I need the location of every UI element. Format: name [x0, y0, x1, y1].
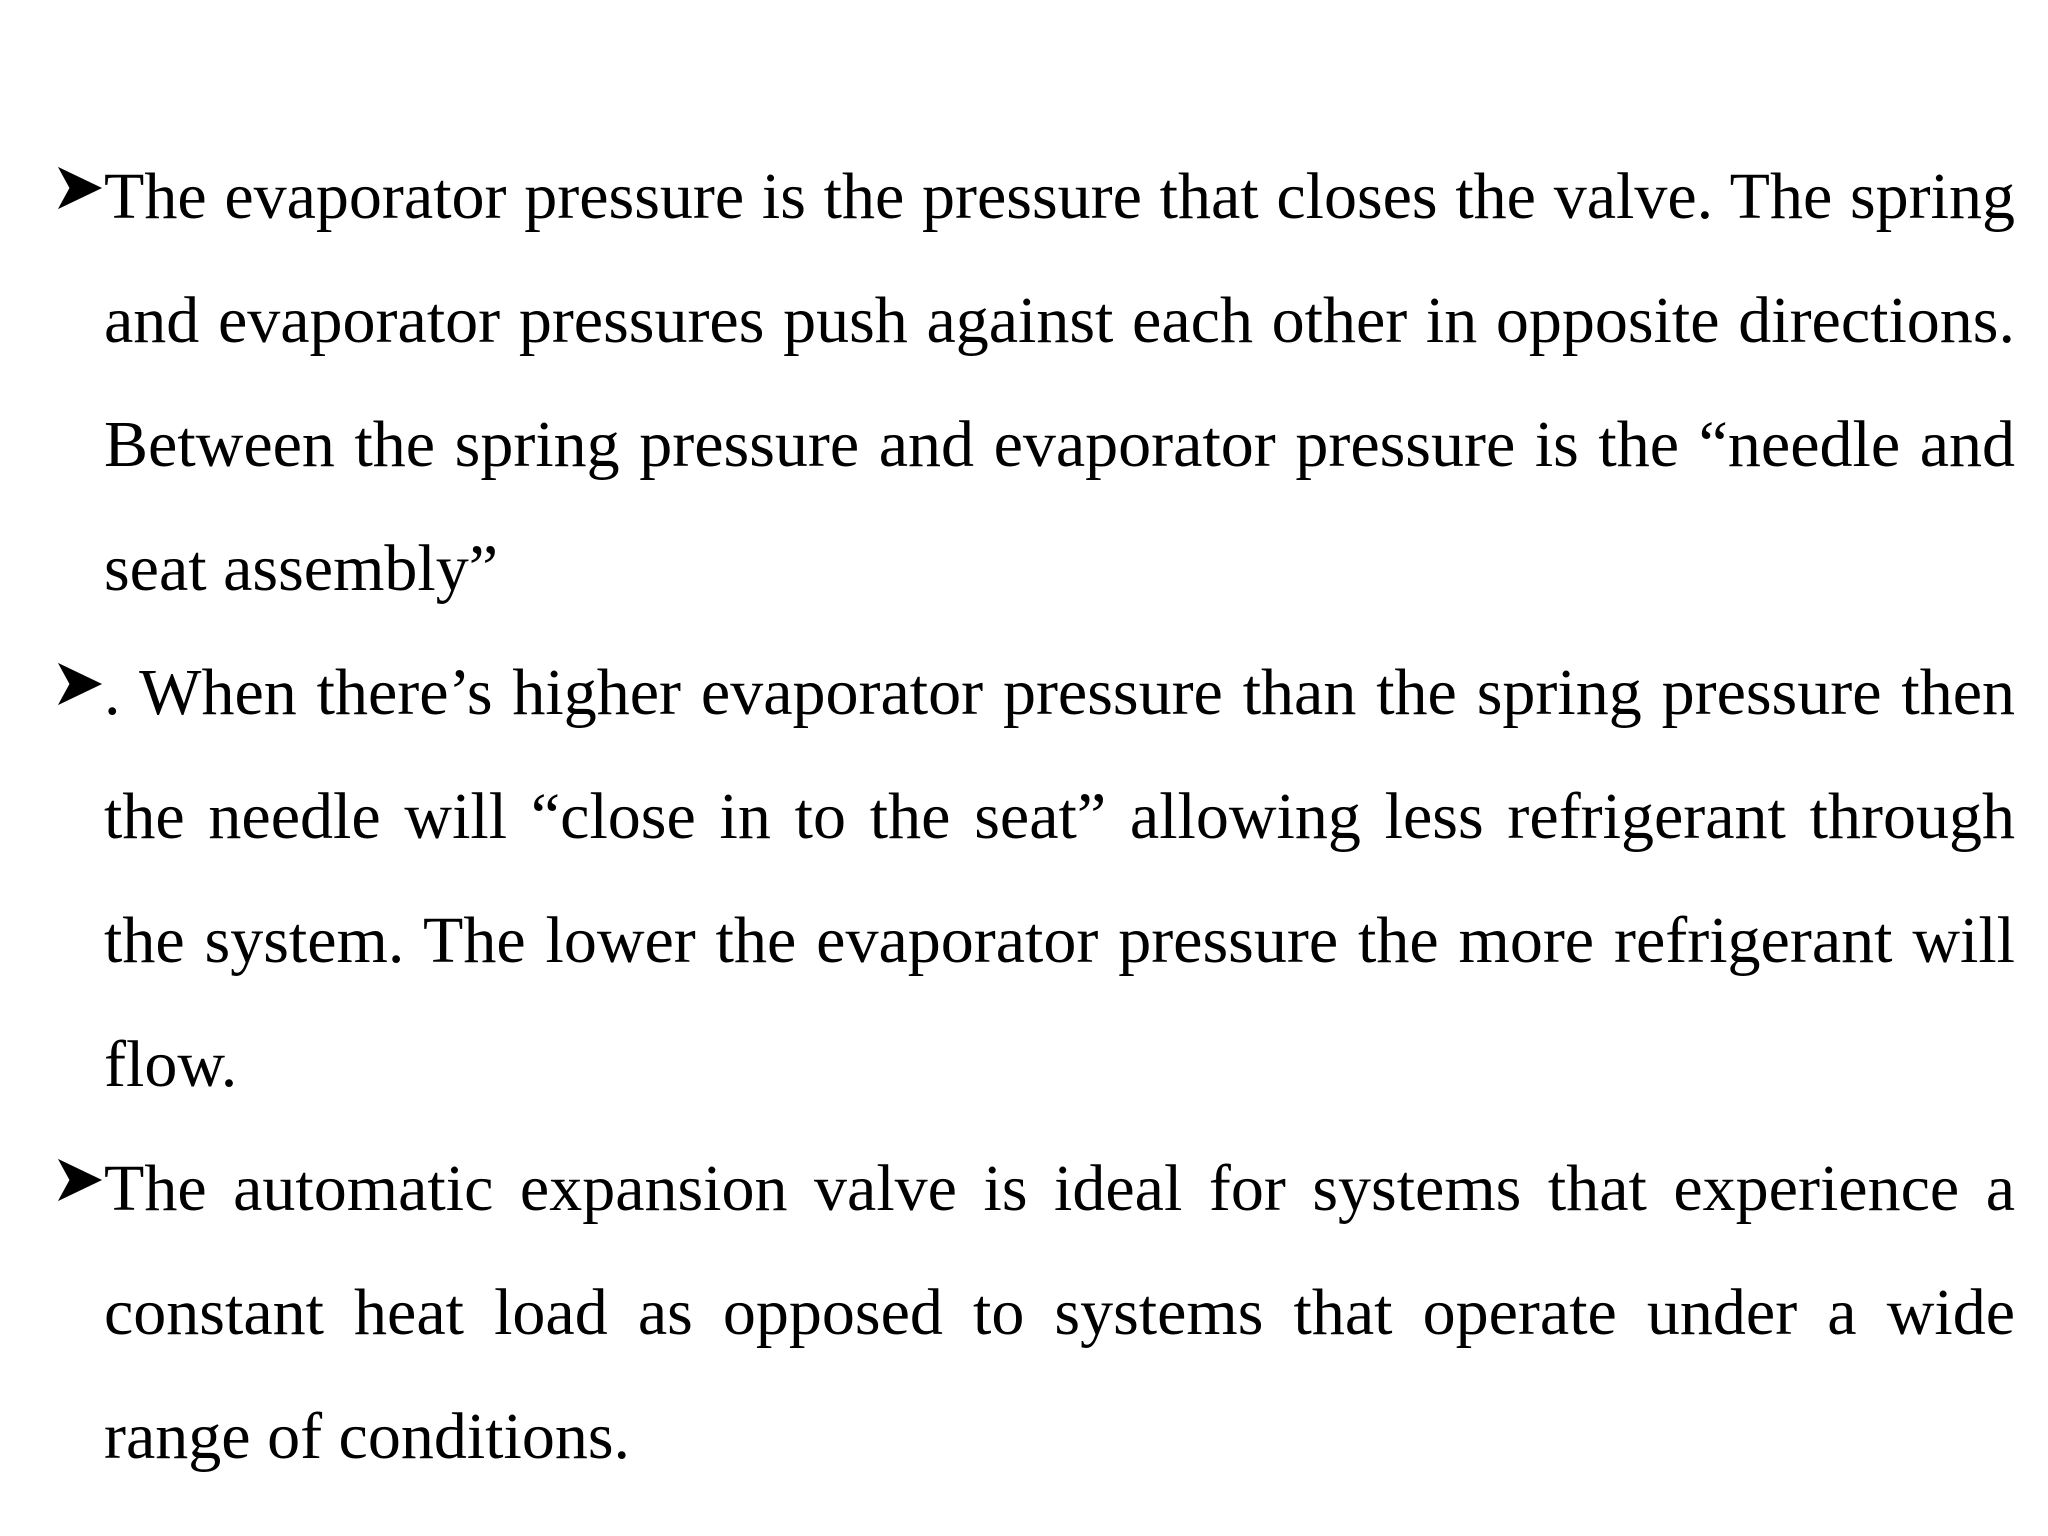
arrowhead-bullet-icon [56, 135, 104, 259]
bullet-list [56, 135, 2015, 1499]
bullet-item-2 [56, 631, 2015, 1127]
bullet-item-1 [56, 135, 2015, 631]
arrowhead-bullet-icon [56, 1127, 104, 1251]
bullet-text: The evaporator pressure is the pressure that closes the valve. The spring and evaporator pressures push against each other in opposite directions. Between the spring pressure and evaporator pressure is the “needle and seat assembly” [104, 160, 2015, 605]
bullet-text: . When there’s higher evaporator pressure than the spring pressure then the needle will “close in to the seat” allowing less refrigerant through the system. The lower the evaporator pressure the more refrigerant will flow. [104, 656, 2015, 1101]
bullet-item-3 [56, 1127, 2015, 1499]
arrowhead-bullet-icon [56, 631, 104, 755]
bullet-text: The automatic expansion valve is ideal for systems that experience a constant heat load as opposed to systems that operate under a wide range of conditions. [104, 1152, 2015, 1473]
